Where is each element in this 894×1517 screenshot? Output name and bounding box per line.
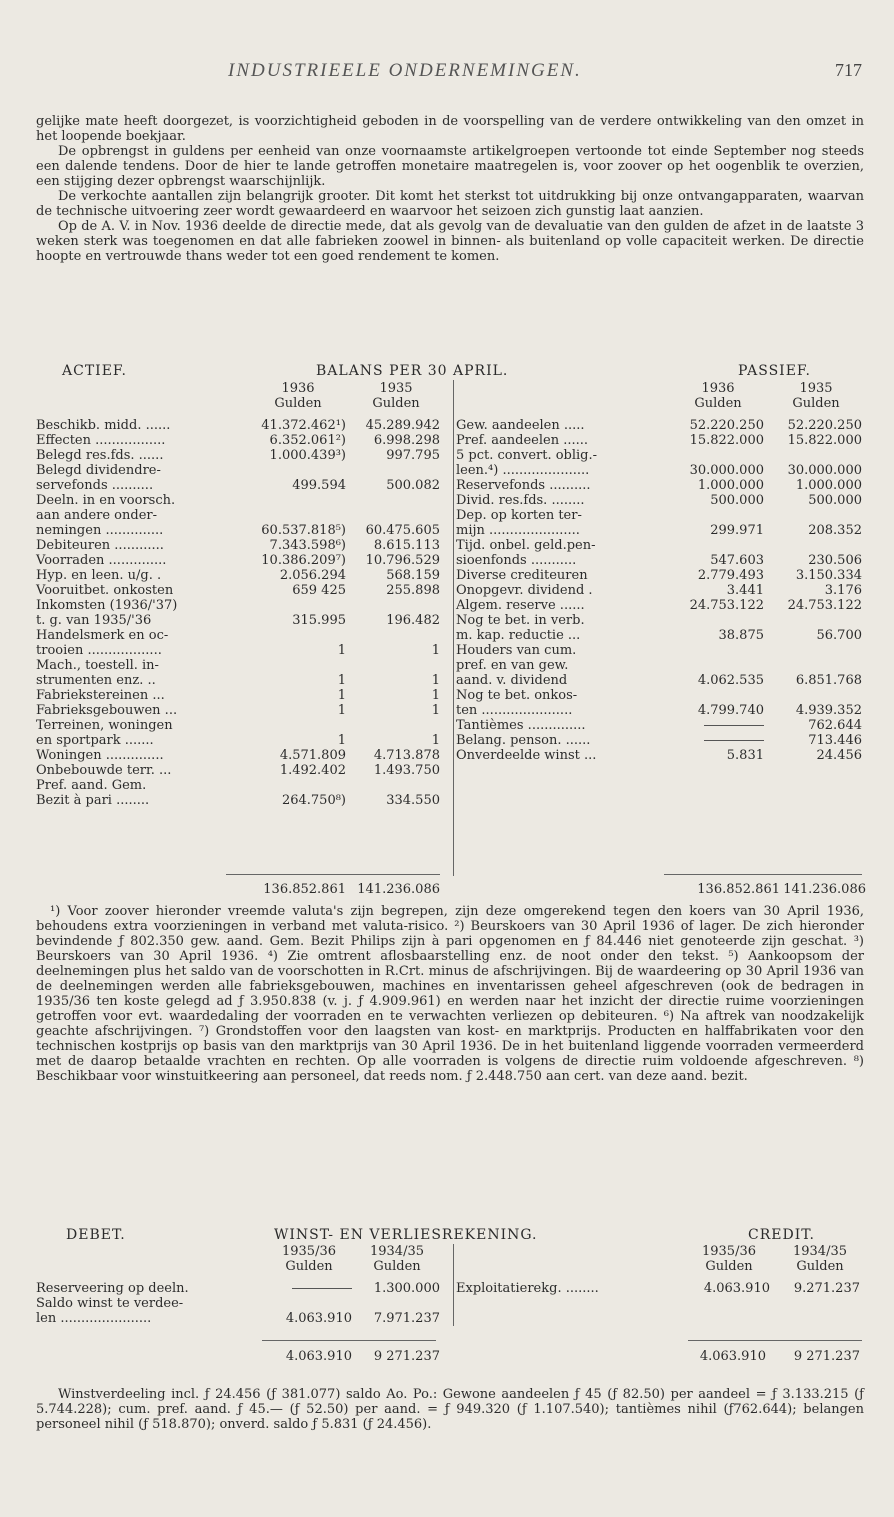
page-header	[0, 60, 894, 84]
row-value: 500.082	[386, 478, 440, 493]
row-value: 60.537.818⁵)	[261, 523, 346, 538]
row-value: 230.506	[808, 553, 862, 568]
table-row	[456, 433, 866, 448]
row-value: 38.875	[718, 628, 764, 643]
balance-totals	[36, 882, 866, 897]
table-row	[456, 538, 866, 553]
row-value: 4.063.910	[703, 1281, 770, 1296]
row-value: 30.000.000	[689, 463, 764, 478]
balance-actief-table	[36, 418, 456, 808]
balance-title: BALANS PER 30 APRIL.	[316, 363, 509, 379]
balance-passief-table	[456, 418, 866, 763]
row-value: 1	[431, 688, 440, 703]
row-label: aan andere onder-	[36, 508, 158, 523]
row-label: Voorraden ..............	[36, 553, 167, 568]
total-passief-1936: 136.852.861	[697, 882, 780, 897]
row-value: 2.056.294	[279, 568, 346, 583]
table-row	[456, 418, 866, 433]
table-row	[36, 1296, 456, 1311]
total-debet-1934-35: 9 271.237	[373, 1349, 440, 1364]
table-row	[36, 583, 456, 598]
footnotes	[36, 904, 864, 1084]
pnl-totals	[36, 1349, 866, 1364]
row-label: Hyp. en leen. u/g. .	[36, 568, 162, 583]
row-label: Saldo winst te verdee-	[36, 1296, 184, 1311]
pnl-debet-table	[36, 1281, 456, 1326]
row-value: 1	[431, 733, 440, 748]
table-row	[36, 598, 456, 613]
row-value: 1	[337, 688, 346, 703]
balance-passief-title: PASSIEF.	[738, 363, 811, 379]
col-header-unit: Gulden	[796, 1259, 844, 1274]
row-value: 4.063.910	[285, 1311, 352, 1326]
table-row	[36, 793, 456, 808]
row-label: Belang. penson. ......	[456, 733, 591, 748]
row-label: strumenten enz. ..	[36, 673, 156, 688]
table-row	[36, 688, 456, 703]
row-label: Bezit à pari ........	[36, 793, 150, 808]
pnl-title: WINST- EN VERLIESREKENING.	[274, 1227, 538, 1243]
row-label: Belegd res.fds. ......	[36, 448, 164, 463]
table-row	[36, 718, 456, 733]
row-label: Exploitatierekg. ........	[456, 1281, 599, 1296]
table-row	[456, 598, 866, 613]
page-number: 717	[835, 60, 862, 80]
running-title: INDUSTRIEELE ONDERNEMINGEN.	[228, 60, 582, 81]
row-label: Mach., toestell. in-	[36, 658, 159, 673]
row-value: 7.343.598⁶)	[269, 538, 346, 553]
row-label: len ......................	[36, 1311, 152, 1326]
total-credit-1935-36: 4.063.910	[699, 1349, 766, 1364]
table-row	[456, 673, 866, 688]
row-label: Nog te bet. onkos-	[456, 688, 578, 703]
row-value: 1.000.000	[697, 478, 764, 493]
row-value: 568.159	[386, 568, 440, 583]
row-value: 10.386.209⁷)	[261, 553, 346, 568]
row-label: Pref. aandeelen ......	[456, 433, 588, 448]
table-row	[456, 493, 866, 508]
row-label: leen.⁴) .....................	[456, 463, 590, 478]
dash-mark	[652, 718, 764, 733]
row-value: 8.615.113	[373, 538, 440, 553]
row-value: 9.271.237	[793, 1281, 860, 1296]
row-label: Houders van cum.	[456, 643, 577, 658]
row-value: 52.220.250	[689, 418, 764, 433]
row-value: 255.898	[386, 583, 440, 598]
table-row	[36, 643, 456, 658]
table-row	[456, 748, 866, 763]
row-value: 45.289.942	[365, 418, 440, 433]
col-header-unit: Gulden	[705, 1259, 753, 1274]
row-value: 6.998.298	[373, 433, 440, 448]
table-row	[36, 733, 456, 748]
pnl-credit-table	[456, 1281, 866, 1296]
col-header-unit: Gulden	[285, 1259, 333, 1274]
col-header-year: 1934/35	[369, 1244, 424, 1259]
row-label: en sportpark .......	[36, 733, 154, 748]
col-header-year: 1935	[799, 381, 833, 396]
row-value: 208.352	[808, 523, 862, 538]
table-row	[456, 448, 866, 463]
table-row	[456, 658, 866, 673]
table-row	[456, 703, 866, 718]
row-label: Belegd dividendre-	[36, 463, 161, 478]
row-value: 1	[431, 673, 440, 688]
col-header-year: 1936	[281, 381, 315, 396]
row-label: Reservefonds ..........	[456, 478, 591, 493]
table-row	[36, 778, 456, 793]
row-label: Handelsmerk en oc-	[36, 628, 169, 643]
row-value: 1	[431, 643, 440, 658]
table-row	[456, 643, 866, 658]
table-row	[36, 478, 456, 493]
table-row	[456, 583, 866, 598]
col-header-unit: Gulden	[792, 396, 840, 411]
row-label: Pref. aand. Gem.	[36, 778, 147, 793]
row-label: Diverse crediteuren	[456, 568, 588, 583]
row-value: 1	[337, 643, 346, 658]
table-row	[36, 538, 456, 553]
winstverdeeling	[36, 1387, 864, 1432]
balance-actief-title: ACTIEF.	[62, 363, 127, 379]
winstverdeeling-text: Winstverdeeling incl. ƒ 24.456 (ƒ 381.077) saldo Ao. Po.: Gewone aandeelen ƒ 45 (ƒ 82.50) per aandeel = ƒ 3.133.215 (ƒ 5.744.228); cum. pref. aand. ƒ 45.— (ƒ 52.50) per aand. = ƒ 949.320 (ƒ 1.107.540); tantièmes nihil (ƒ762.644); belangen personeel nihil (ƒ 518.870); onverd. saldo ƒ 5.831 (ƒ 24.456).	[36, 1387, 864, 1432]
row-value: 1	[337, 703, 346, 718]
table-row	[36, 463, 456, 478]
total-actief-1936: 136.852.861	[263, 882, 346, 897]
row-label: pref. en van gew.	[456, 658, 569, 673]
pnl-credit-title: CREDIT.	[748, 1227, 815, 1243]
table-row	[456, 508, 866, 523]
row-label: m. kap. reductie ...	[456, 628, 581, 643]
row-label: Gew. aandeelen .....	[456, 418, 585, 433]
row-value: 1.000.439³)	[269, 448, 346, 463]
total-passief-1935: 141.236.086	[783, 882, 866, 897]
row-label: Divid. res.fds. ........	[456, 493, 585, 508]
row-label: Fabriekstereinen ...	[36, 688, 165, 703]
table-row	[36, 568, 456, 583]
row-label: ten ......................	[456, 703, 573, 718]
table-row	[36, 673, 456, 688]
table-row	[456, 463, 866, 478]
table-row	[456, 523, 866, 538]
row-value: 6.352.061²)	[269, 433, 346, 448]
row-label: Terreinen, woningen	[36, 718, 173, 733]
row-label: nemingen ..............	[36, 523, 164, 538]
row-value: 4.799.740	[697, 703, 764, 718]
row-value: 7.971.237	[373, 1311, 440, 1326]
row-value: 56.700	[816, 628, 862, 643]
row-label: Reserveering op deeln.	[36, 1281, 189, 1296]
row-value: 1	[431, 703, 440, 718]
table-row	[36, 523, 456, 538]
pnl-credit-header	[456, 1244, 866, 1274]
row-label: Inkomsten (1936/'37)	[36, 598, 178, 613]
row-value: 3.176	[824, 583, 862, 598]
row-value: 762.644	[808, 718, 862, 733]
row-label: Vooruitbet. onkosten	[36, 583, 174, 598]
row-value: 30.000.000	[787, 463, 862, 478]
row-value: 196.482	[386, 613, 440, 628]
row-label: trooien ..................	[36, 643, 162, 658]
row-label: Dep. op korten ter-	[456, 508, 582, 523]
row-value: 1.493.750	[373, 763, 440, 778]
column-divider	[453, 1244, 454, 1326]
footnotes-text: ¹) Voor zoover hieronder vreemde valuta's zijn begrepen, zijn deze omgerekend tegen den koers van 30 April 1936, behoudens extra voorzieningen in verband met valuta-risico. ²) Beurskoers van 30 April 1936 of lager. De zich hieronder bevindende ƒ 802.350 gew. aand. Gem. Bezit Philips zijn à pari opgenomen en ƒ 84.446 niet genoteerde zijn geschat. ³) Beurskoers van 30 April 1936. ⁴) Zie omtrent aflosbaarstelling enz. de noot onder den tekst. ⁵) Aankoopsom der deelnemingen plus het saldo van de voorschotten in R.Crt. minus de afschrijvingen. Bij de waardeering op 30 April 1936 van de deelnemingen werden alle fabrieksgebouwen, machines en inventarissen geheel afgeschreven (ook de bedragen in 1935/36 ten koste gelegd ad ƒ 3.950.838 (v. j. ƒ 4.909.961) en werden naar het inzicht der directie ruime voorzieningen getroffen voor evt. waardedaling der voorraden en te verwachten verliezen op debiteuren. ⁶) Na aftrek van noodzakelijk geachte afschrijvingen. ⁷) Grondstoffen voor den laagsten van kost- en marktprijs. Producten en halffabrikaten voor den technischen kostprijs op basis van den marktprijs van 30 April 1936. De in het buitenland liggende voorraden vermeerderd met de daarop betaalde vrachten en rechten. Op alle voorraden is volgens de directie ruim voldoende afgeschreven. ⁸) Beschikbaar voor winstuitkeering aan personeel, dat reeds nom. ƒ 2.448.750 aan cert. van deze aand. bezit.	[36, 904, 864, 1084]
total-actief-1935: 141.236.086	[357, 882, 440, 897]
total-rule	[664, 874, 862, 875]
row-value: 24.753.122	[787, 598, 862, 613]
row-label: Deeln. in en voorsch.	[36, 493, 176, 508]
table-row	[456, 733, 866, 748]
table-row	[456, 1281, 866, 1296]
row-value: 334.550	[386, 793, 440, 808]
intro-paragraph: gelijke mate heeft doorgezet, is voorzichtigheid geboden in de voorspelling van de verdere ontwikkeling van den omzet in het loopende boekjaar.	[36, 114, 864, 144]
table-row	[36, 448, 456, 463]
table-row	[36, 493, 456, 508]
row-label: t. g. van 1935/'36	[36, 613, 152, 628]
row-value: 15.822.000	[787, 433, 862, 448]
row-value: 15.822.000	[689, 433, 764, 448]
row-value: 10.796.529	[365, 553, 440, 568]
col-header-unit: Gulden	[694, 396, 742, 411]
row-value: 3.150.334	[795, 568, 862, 583]
balance-actief-header	[36, 381, 456, 411]
row-value: 500.000	[710, 493, 764, 508]
row-value: 299.971	[710, 523, 764, 538]
row-value: 315.995	[292, 613, 346, 628]
row-value: 4.939.352	[795, 703, 862, 718]
column-divider	[453, 380, 454, 876]
row-label: Debiteuren ............	[36, 538, 164, 553]
row-label: mijn ......................	[456, 523, 580, 538]
table-row	[456, 568, 866, 583]
total-credit-1934-35: 9 271.237	[793, 1349, 860, 1364]
table-row	[36, 1281, 456, 1296]
row-label: Woningen ..............	[36, 748, 164, 763]
row-label: Onbebouwde terr. ...	[36, 763, 172, 778]
intro-paragraph: De verkochte aantallen zijn belangrijk grooter. Dit komt het sterkst tot uitdrukking bij onze ontvangapparaten, waarvan de technische uitvoering zeer wordt gewaardeerd en waarvoor het seizoen zich gunstig laat aanzien.	[36, 189, 864, 219]
row-value: 1	[337, 733, 346, 748]
row-label: aand. v. dividend	[456, 673, 568, 688]
row-label: Onverdeelde winst ...	[456, 748, 597, 763]
row-label: Algem. reserve ......	[456, 598, 585, 613]
row-label: 5 pct. convert. oblig.-	[456, 448, 598, 463]
row-value: 24.753.122	[689, 598, 764, 613]
row-value: 4.062.535	[697, 673, 764, 688]
table-row	[36, 418, 456, 433]
col-header-unit: Gulden	[274, 396, 322, 411]
table-row	[36, 628, 456, 643]
row-value: 41.372.462¹)	[261, 418, 346, 433]
balance-passief-header	[456, 381, 866, 411]
row-value: 6.851.768	[795, 673, 862, 688]
table-row	[456, 688, 866, 703]
row-label: Tantièmes ..............	[456, 718, 586, 733]
col-header-unit: Gulden	[372, 396, 420, 411]
total-debet-1935-36: 4.063.910	[285, 1349, 352, 1364]
col-header-year: 1934/35	[792, 1244, 847, 1259]
row-label: sioenfonds ...........	[456, 553, 577, 568]
table-row	[36, 613, 456, 628]
table-row	[36, 508, 456, 523]
row-value: 4.571.809	[279, 748, 346, 763]
row-value: 264.750⁸)	[281, 793, 346, 808]
total-rule	[226, 874, 440, 875]
col-header-year: 1935/36	[701, 1244, 756, 1259]
table-row	[456, 613, 866, 628]
table-row	[456, 628, 866, 643]
row-value: 60.475.605	[365, 523, 440, 538]
row-label: Fabrieksgebouwen ...	[36, 703, 178, 718]
table-row	[456, 553, 866, 568]
row-value: 547.603	[710, 553, 764, 568]
row-value: 1.000.000	[795, 478, 862, 493]
col-header-unit: Gulden	[373, 1259, 421, 1274]
table-row	[36, 658, 456, 673]
row-value: 5.831	[726, 748, 764, 763]
table-row	[36, 748, 456, 763]
table-row	[36, 553, 456, 568]
dash-mark	[652, 733, 764, 748]
intro-text	[36, 114, 864, 264]
row-value: 499.594	[292, 478, 346, 493]
table-row	[456, 718, 866, 733]
table-row	[36, 1311, 456, 1326]
row-label: Onopgevr. dividend .	[456, 583, 593, 598]
intro-paragraph: Op de A. V. in Nov. 1936 deelde de directie mede, dat als gevolg van de devaluatie van den gulden de afzet in de laatste 3 weken sterk was toegenomen en dat alle fabrieken zoowel in binnen- als buitenland op volle capaciteit werken. De directie hoopte en vertrouwde thans weder tot een goed rendement te komen.	[36, 219, 864, 264]
col-header-year: 1935/36	[281, 1244, 336, 1259]
row-label: Tijd. onbel. geld.pen-	[456, 538, 596, 553]
table-row	[456, 478, 866, 493]
row-value: 659 425	[292, 583, 346, 598]
row-value: 500.000	[808, 493, 862, 508]
pnl-debet-header	[36, 1244, 456, 1274]
row-value: 997.795	[386, 448, 440, 463]
row-value: 3.441	[726, 583, 764, 598]
row-label: Effecten .................	[36, 433, 166, 448]
row-label: Nog te bet. in verb.	[456, 613, 585, 628]
table-row	[36, 703, 456, 718]
row-value: 1	[337, 673, 346, 688]
table-row	[36, 433, 456, 448]
col-header-year: 1935	[379, 381, 413, 396]
row-value: 4.713.878	[373, 748, 440, 763]
row-value: 713.446	[808, 733, 862, 748]
table-row	[36, 763, 456, 778]
total-rule	[688, 1340, 862, 1341]
row-label: servefonds ..........	[36, 478, 154, 493]
row-value: 24.456	[816, 748, 862, 763]
row-value: 2.779.493	[697, 568, 764, 583]
total-rule	[262, 1340, 436, 1341]
row-value: 52.220.250	[787, 418, 862, 433]
pnl-debet-title: DEBET.	[66, 1227, 126, 1243]
row-value: 1.300.000	[373, 1281, 440, 1296]
intro-paragraph: De opbrengst in guldens per eenheid van onze voornaamste artikelgroepen vertoonde tot einde September nog steeds een dalende tendens. Door de hier te lande getroffen monetaire maatregelen is, voor zoover op het oogenblik te overzien, een stijging dezer opbrengst waarschijnlijk.	[36, 144, 864, 189]
col-header-year: 1936	[701, 381, 735, 396]
row-value: 1.492.402	[279, 763, 346, 778]
row-label: Beschikb. midd. ......	[36, 418, 171, 433]
